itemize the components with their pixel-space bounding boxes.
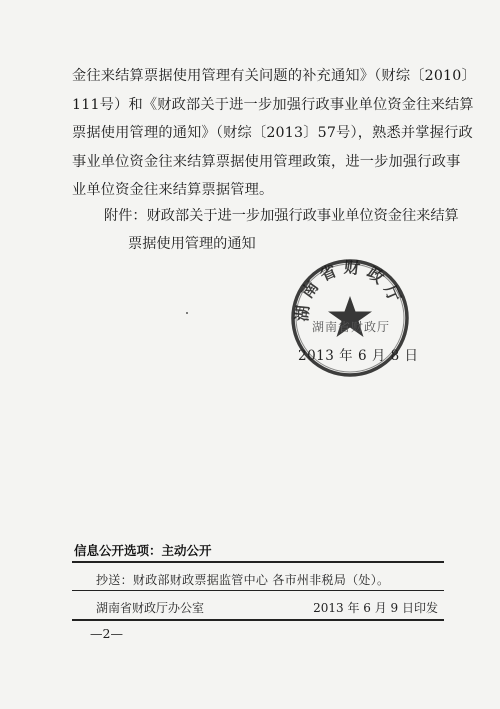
body-paragraph [72,62,476,205]
issue-date: 2013 年 6 月 9 日印发 [313,601,438,615]
cc-line: 抄送：财政部财政票据监管中心 各市州非税局（处）。 [96,573,390,587]
body-line: 业单位资金往来结算票据管理。 [72,182,274,198]
issuing-office: 湖南省财政厅办公室 [96,601,205,615]
body-line: 票据使用管理的通知》（财综〔2013〕57号），熟悉并掌握行政 [72,125,473,141]
attachment-note [104,202,459,258]
scan-speck [186,312,188,314]
bottom-rule [72,619,444,621]
attachment-line: 票据使用管理的通知 [128,236,256,252]
attachment-line: 附件：财政部关于进一步加强行政事业单位资金往来结算 [104,208,459,224]
middle-rule [72,590,444,591]
page-number: —2— [90,626,123,641]
svg-text:湖南省财政厅: 湖南省财政厅 [292,257,407,323]
signature-organization: 湖南省财政厅 [312,320,391,334]
body-line: 111号）和《财政部关于进一步加强行政事业单位资金往来结算 [72,96,474,113]
top-rule [72,561,444,563]
signature-date: 2013 年 6 月 8 日 [298,348,419,364]
body-line: 事业单位资金往来结算票据使用管理政策，进一步加强行政事 [72,153,461,170]
body-line: 金往来结算票据使用管理有关问题的补充通知》（财综〔2010〕 [72,68,476,84]
info-disclosure-option: 信息公开选项：主动公开 [74,543,212,558]
